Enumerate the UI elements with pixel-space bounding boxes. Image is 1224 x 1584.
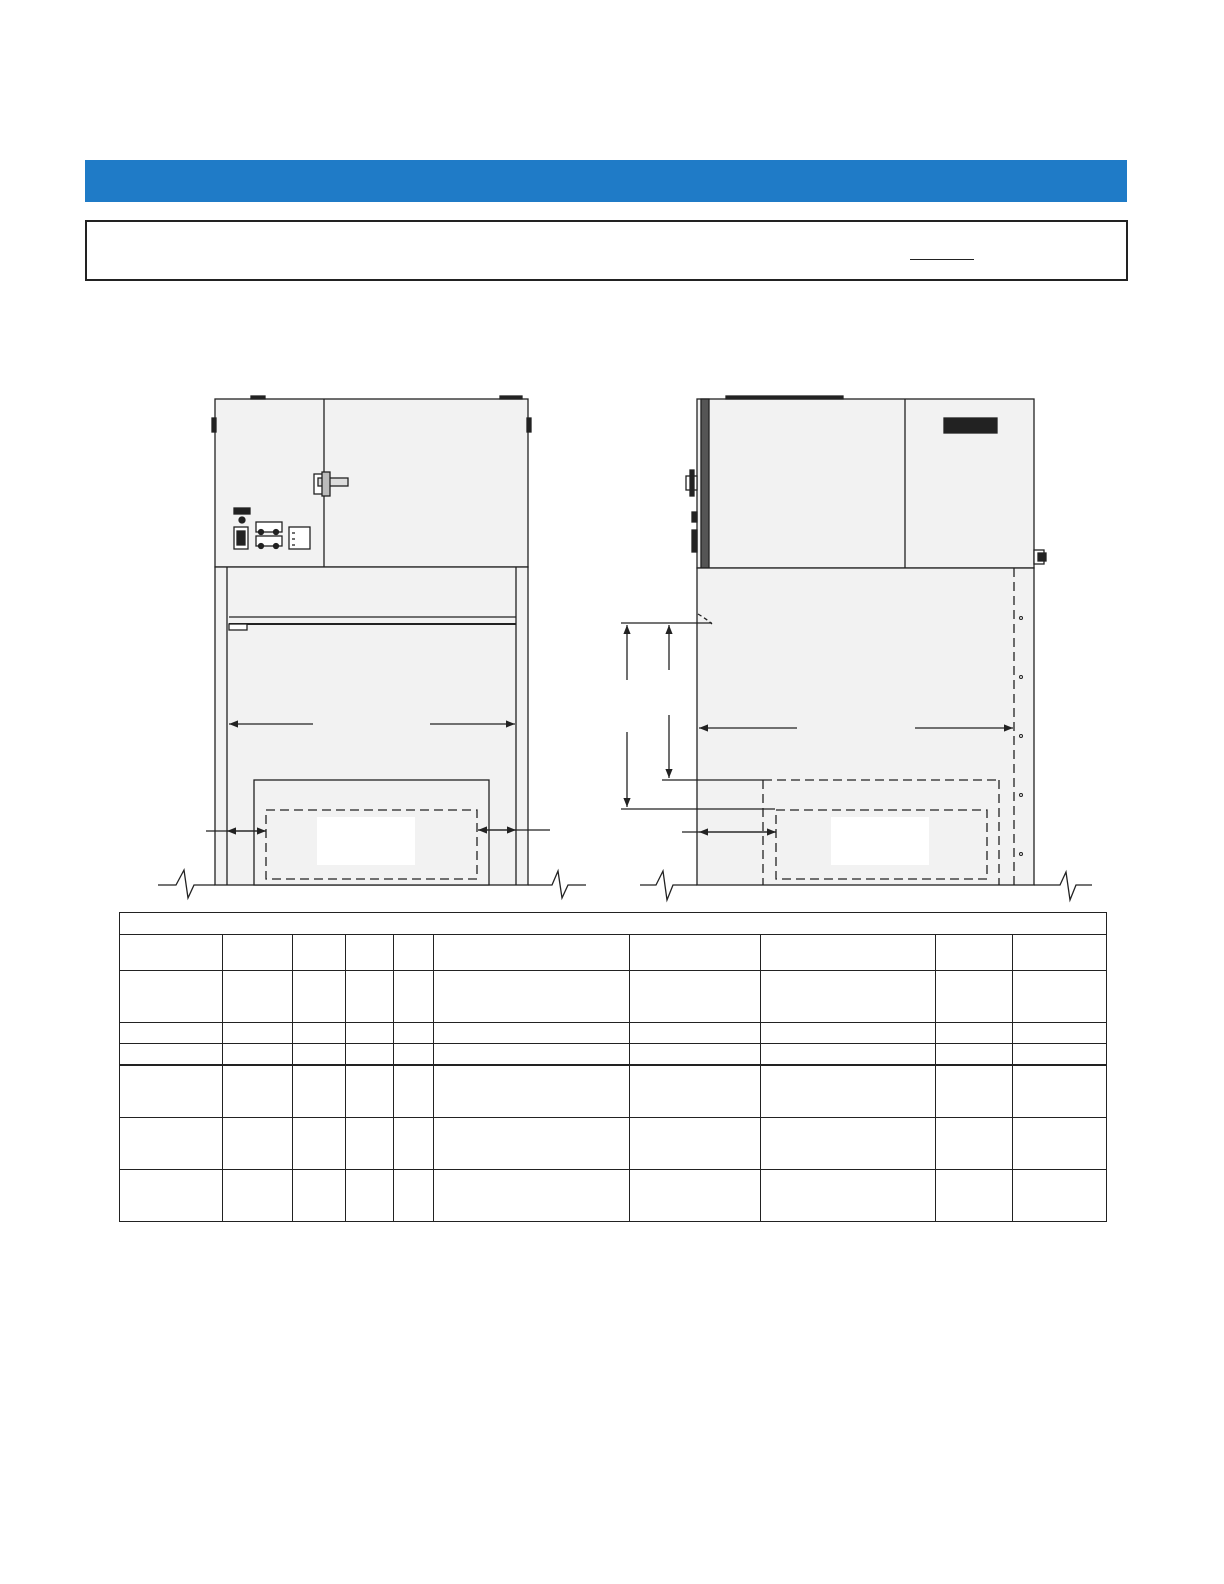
table-cell xyxy=(223,1023,293,1044)
header-cell xyxy=(223,935,293,971)
side-label-box xyxy=(831,817,929,865)
table-cell xyxy=(346,1170,394,1222)
table-header-row xyxy=(120,935,1107,971)
table-cell xyxy=(434,1023,630,1044)
header-cell xyxy=(346,935,394,971)
table-row xyxy=(120,1170,1107,1222)
table-cell xyxy=(346,1023,394,1044)
header-cell xyxy=(936,935,1013,971)
table-cell xyxy=(1013,1023,1107,1044)
table-cell xyxy=(293,1023,346,1044)
side-fitting-icon xyxy=(1034,550,1046,564)
table-cell xyxy=(630,1170,761,1222)
header-cell xyxy=(293,935,346,971)
table-cell xyxy=(293,1065,346,1118)
table-cell xyxy=(761,1118,936,1170)
table-cell xyxy=(394,1118,434,1170)
table-cell xyxy=(223,1065,293,1118)
table-cell xyxy=(223,971,293,1023)
table-cell xyxy=(223,1044,293,1066)
table-cell xyxy=(1013,1065,1107,1118)
front-view xyxy=(158,396,586,898)
table-cell xyxy=(346,1118,394,1170)
header-cell xyxy=(434,935,630,971)
table-row xyxy=(120,1118,1107,1170)
table-cell xyxy=(936,1065,1013,1118)
table-cell xyxy=(120,1118,223,1170)
front-label-box xyxy=(317,817,415,865)
table-cell xyxy=(630,1065,761,1118)
table-cell xyxy=(1013,1044,1107,1066)
table-cell xyxy=(346,971,394,1023)
table-cell xyxy=(120,1044,223,1066)
table-cell xyxy=(293,971,346,1023)
table-cell xyxy=(394,1044,434,1066)
table-row xyxy=(120,971,1107,1023)
table-cell xyxy=(630,1044,761,1066)
header-cell xyxy=(120,935,223,971)
header-cell xyxy=(761,935,936,971)
table-cell xyxy=(120,1065,223,1118)
table-cell xyxy=(936,1023,1013,1044)
table-cell xyxy=(630,1118,761,1170)
table-cell xyxy=(630,1023,761,1044)
table-cell xyxy=(120,1023,223,1044)
table-cell xyxy=(346,1044,394,1066)
table-cell xyxy=(223,1118,293,1170)
header-cell xyxy=(1013,935,1107,971)
table-cell xyxy=(394,971,434,1023)
table-cell xyxy=(434,971,630,1023)
table-cell xyxy=(394,1065,434,1118)
table-cell xyxy=(394,1170,434,1222)
table-cell xyxy=(434,1044,630,1066)
table-cell xyxy=(761,971,936,1023)
table-cell xyxy=(936,1170,1013,1222)
table-cell xyxy=(346,1065,394,1118)
display-panel-icon xyxy=(944,418,997,433)
table-cell xyxy=(434,1118,630,1170)
table-cell xyxy=(434,1170,630,1222)
table-cell xyxy=(936,1118,1013,1170)
table-cell xyxy=(936,1044,1013,1066)
table-cell xyxy=(1013,1170,1107,1222)
table-cell xyxy=(394,1023,434,1044)
table-cell xyxy=(434,1065,630,1118)
table-cell xyxy=(761,1044,936,1066)
table-cell xyxy=(761,1065,936,1118)
table-cell xyxy=(223,1170,293,1222)
table-row xyxy=(120,1065,1107,1118)
header-cell xyxy=(630,935,761,971)
table-cell xyxy=(1013,971,1107,1023)
table-cell xyxy=(761,1170,936,1222)
table-cell xyxy=(293,1118,346,1170)
table-cell xyxy=(120,971,223,1023)
table-row xyxy=(120,1044,1107,1066)
table-cell xyxy=(120,1170,223,1222)
table-title-row xyxy=(120,913,1107,935)
table-cell xyxy=(293,1170,346,1222)
table-cell xyxy=(761,1023,936,1044)
table-cell xyxy=(1013,1118,1107,1170)
table-cell xyxy=(293,1044,346,1066)
specification-table xyxy=(119,912,1107,1222)
table-cell xyxy=(630,971,761,1023)
header-cell xyxy=(394,935,434,971)
table-title-cell xyxy=(120,913,1107,935)
side-view xyxy=(621,396,1092,900)
table-row xyxy=(120,1023,1107,1044)
table-cell xyxy=(936,971,1013,1023)
